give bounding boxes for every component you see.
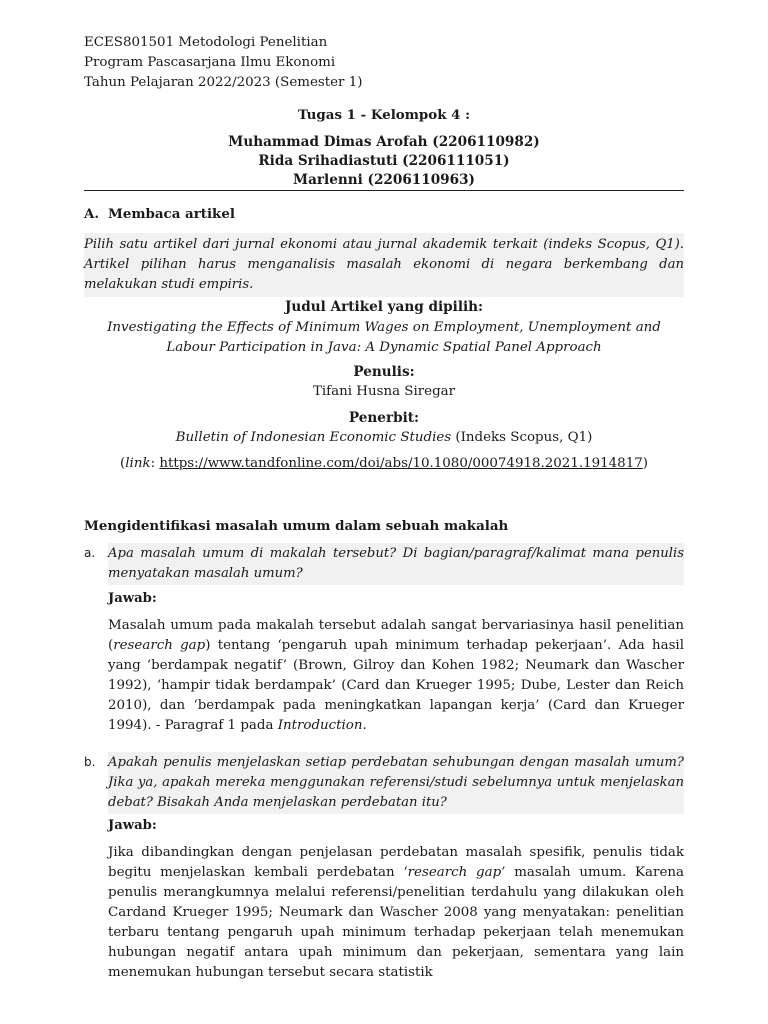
member-2: Rida Srihadiastuti (2206111051) [258,153,510,169]
program-name: Program Pascasarjana Ilmu Ekonomi [84,55,336,70]
answer-a-part-2: ) tentang ‘pengaruh upah minimum terhadap pekerjaan’. Ada hasil yang ‘berdampak negatif’ (Brown, Gilroy dan Kohen 1982; Neumark dan Wascher 1992), ‘hampir tidak berdampak’ (Card dan Krueger 1995; Dube, Lester dan Reich 2010), dan ‘berdampak pada meningkatkan lapangan kerja’ (Card dan Krueger 1994). - Paragraf 1 pada [108,638,685,733]
question-b-text: Apakah penulis menjelaskan setiap perdebatan sehubungan dengan masalah umum? Jika ya, apakah mereka menggunakan referensi/studi sebelumnya untuk menjelaskan debat? Bisakah Anda menjelaskan perdebatan itu? [108,752,684,814]
member-1: Muhammad Dimas Arofah (2206110982) [228,134,540,150]
question-b [84,752,684,814]
identify-section-heading: Mengidentifikasi masalah umum dalam sebuah makalah [84,518,509,534]
section-a-title: Membaca artikel [108,206,235,222]
link-open-paren: ( [120,456,126,471]
answer-b-part-1: Jika dibandingkan dengan penjelasan perdebatan masalah spesifik, penulis tidak begitu menjelaskan kembali perdebatan ‘ [108,845,684,880]
answer-b-label: Jawab: [108,818,157,833]
section-a-heading [84,206,235,222]
publisher-line [84,430,684,445]
course-header [84,33,362,93]
article-title-line-2: Labour Participation in Java: A Dynamic Spatial Panel Approach [166,340,602,355]
course-name: ECES801501 Metodologi Penelitian [84,35,328,50]
link-colon: : [150,456,160,471]
academic-year: Tahun Pelajaran 2022/2023 (Semester 1) [84,75,363,90]
answer-a-part-1: Masalah umum pada makalah tersebut adalah sangat bervariasinya hasil penelitian ( [108,618,684,653]
link-label: link [125,456,151,471]
section-a-instruction: Pilih satu artikel dari jurnal ekonomi atau jurnal akademik terkait (indeks Scopus, Q1). Artikel pilihan harus menganalisis masalah ekonomi di negara berkembang dan melakukan studi empiris. [84,233,684,297]
answer-a-term: research gap [113,638,206,653]
author-label: Penulis: [353,364,415,380]
member-3: Marlenni (2206110963) [293,172,475,188]
article-title-label: Judul Artikel yang dipilih: [284,299,484,315]
answer-a-end: Introduction. [277,718,367,733]
answer-b-text [108,843,684,983]
group-members [84,133,684,190]
header-divider [84,190,684,191]
article-url-link[interactable]: https://www.tandfonline.com/doi/abs/10.1080/00074918.2021.1914817 [159,456,643,471]
author-name: Tifani Husna Siregar [312,384,456,399]
answer-b-term: research gap’ [407,865,506,880]
publisher-journal: Bulletin of Indonesian Economic Studies [175,430,452,445]
answer-a-text [108,616,684,736]
question-b-letter: b. [84,755,96,769]
article-link-line [84,456,684,471]
assignment-title: Tugas 1 - Kelompok 4 : [297,107,471,123]
section-a-number: A. [84,206,100,222]
question-a-text: Apa masalah umum di makalah tersebut? Di bagian/paragraf/kalimat mana penulis menyatakan masalah umum? [108,543,684,585]
answer-a-label: Jawab: [108,591,157,606]
link-close-paren: ) [642,456,648,471]
article-title [84,318,684,358]
article-title-line-1: Investigating the Effects of Minimum Wages on Employment, Unemployment and [107,320,661,335]
publisher-label: Penerbit: [348,410,420,426]
publisher-index: (Indeks Scopus, Q1) [451,430,593,445]
question-a [84,543,684,585]
answer-b-part-2: masalah umum. Karena penulis merangkumnya melalui referensi/penelitian terdahulu yang dilakukan oleh Cardand Krueger 1995; Neumark dan Wascher 2008 yang menyatakan: penelitian terbaru tentang pengaruh upah minimum terhadap pekerjaan telah menemukan hubungan negatif antara upah minimum dan pekerjaan, sementara yang lain menemukan hubungan tersebut secara statistik [108,865,684,980]
question-a-letter: a. [84,546,96,560]
